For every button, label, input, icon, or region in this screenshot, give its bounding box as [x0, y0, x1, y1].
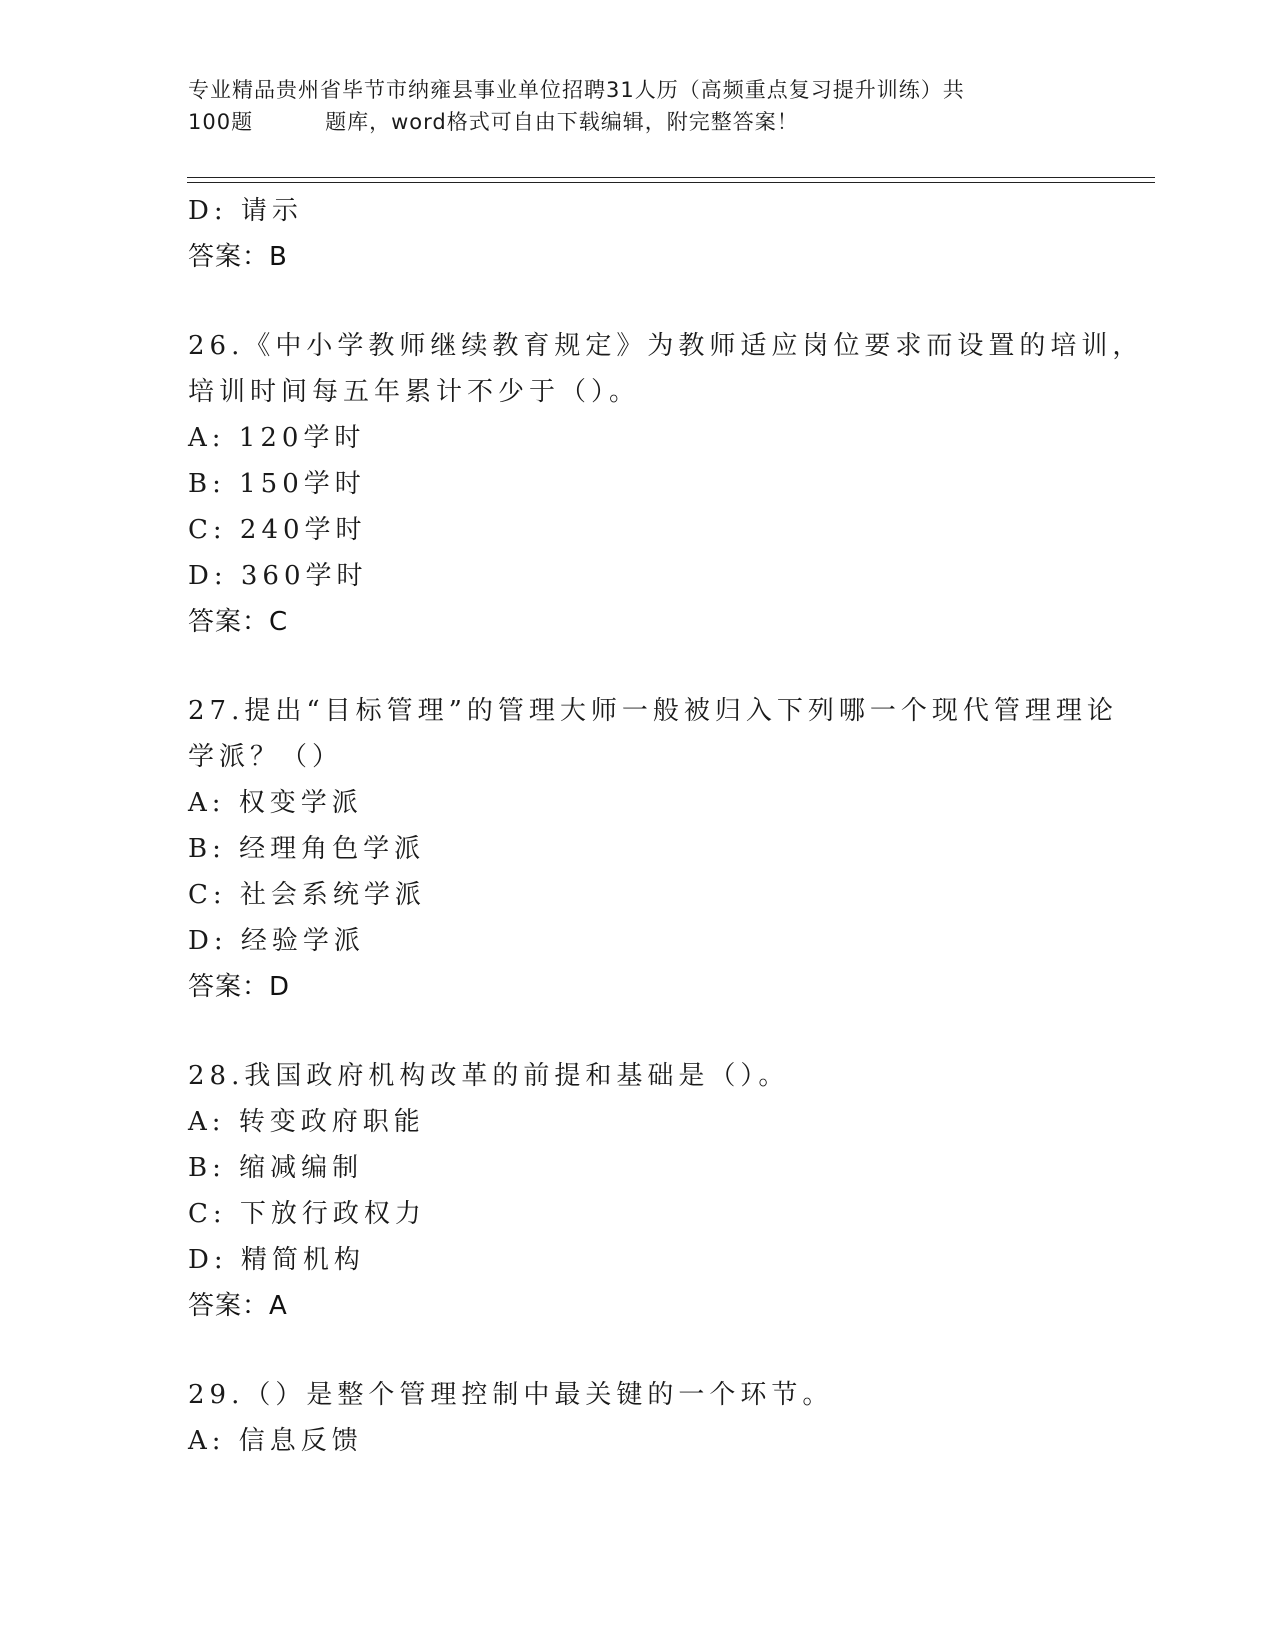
question-stem-line: 培训时间每五年累计不少于（）。 [188, 377, 641, 407]
option-line: D: 360学时 [188, 561, 368, 591]
document-header [188, 74, 1088, 138]
question-stem-line: 29.（）是整个管理控制中最关键的一个环节。 [188, 1380, 834, 1410]
question-stem-line: 26.《中小学教师继续教育规定》为教师适应岗位要求而设置的培训， [188, 331, 1144, 361]
option-line: C: 社会系统学派 [188, 880, 426, 910]
header-title-line-1: 专业精品贵州省毕节市纳雍县事业单位招聘31人历（高频重点复习提升训练）共 [188, 78, 965, 102]
question-stem-line: 27.提出“目标管理”的管理大师一般被归入下列哪一个现代管理理论 [188, 696, 1118, 726]
header-title-line-2 [188, 106, 1088, 138]
question-stem-line: 28.我国政府机构改革的前提和基础是（）。 [188, 1061, 790, 1091]
option-line: C: 下放行政权力 [188, 1199, 426, 1229]
answer-line: 答案：C [188, 607, 289, 637]
header-divider-top [187, 177, 1155, 178]
header-question-count: 100题 [188, 110, 254, 134]
option-line: A: 转变政府职能 [188, 1107, 425, 1137]
option-line: D: 精简机构 [188, 1245, 365, 1275]
option-line: B: 经理角色学派 [188, 834, 426, 864]
option-line: C: 240学时 [188, 515, 367, 545]
option-line: A: 权变学派 [188, 788, 363, 818]
question-block-26 [188, 323, 1148, 645]
option-line: A: 120学时 [188, 423, 366, 453]
document-body [188, 188, 1148, 1464]
answer-line: 答案：D [188, 972, 291, 1002]
option-line: B: 150学时 [188, 469, 366, 499]
option-line: D: 经验学派 [188, 926, 365, 956]
option-line: B: 缩减编制 [188, 1153, 364, 1183]
option-line: D: 请示 [188, 196, 303, 226]
question-block-27 [188, 688, 1148, 1010]
question-stem-line: 学派？（） [188, 742, 344, 772]
answer-line: 答案：A [188, 1291, 288, 1321]
question-block-29 [188, 1372, 1148, 1464]
answer-line: 答案：B [188, 242, 288, 272]
question-block-28 [188, 1053, 1148, 1329]
header-divider-bottom [187, 182, 1155, 183]
option-line: A: 信息反馈 [188, 1426, 363, 1456]
header-description: 题库，word格式可自由下载编辑，附完整答案！ [325, 110, 799, 134]
